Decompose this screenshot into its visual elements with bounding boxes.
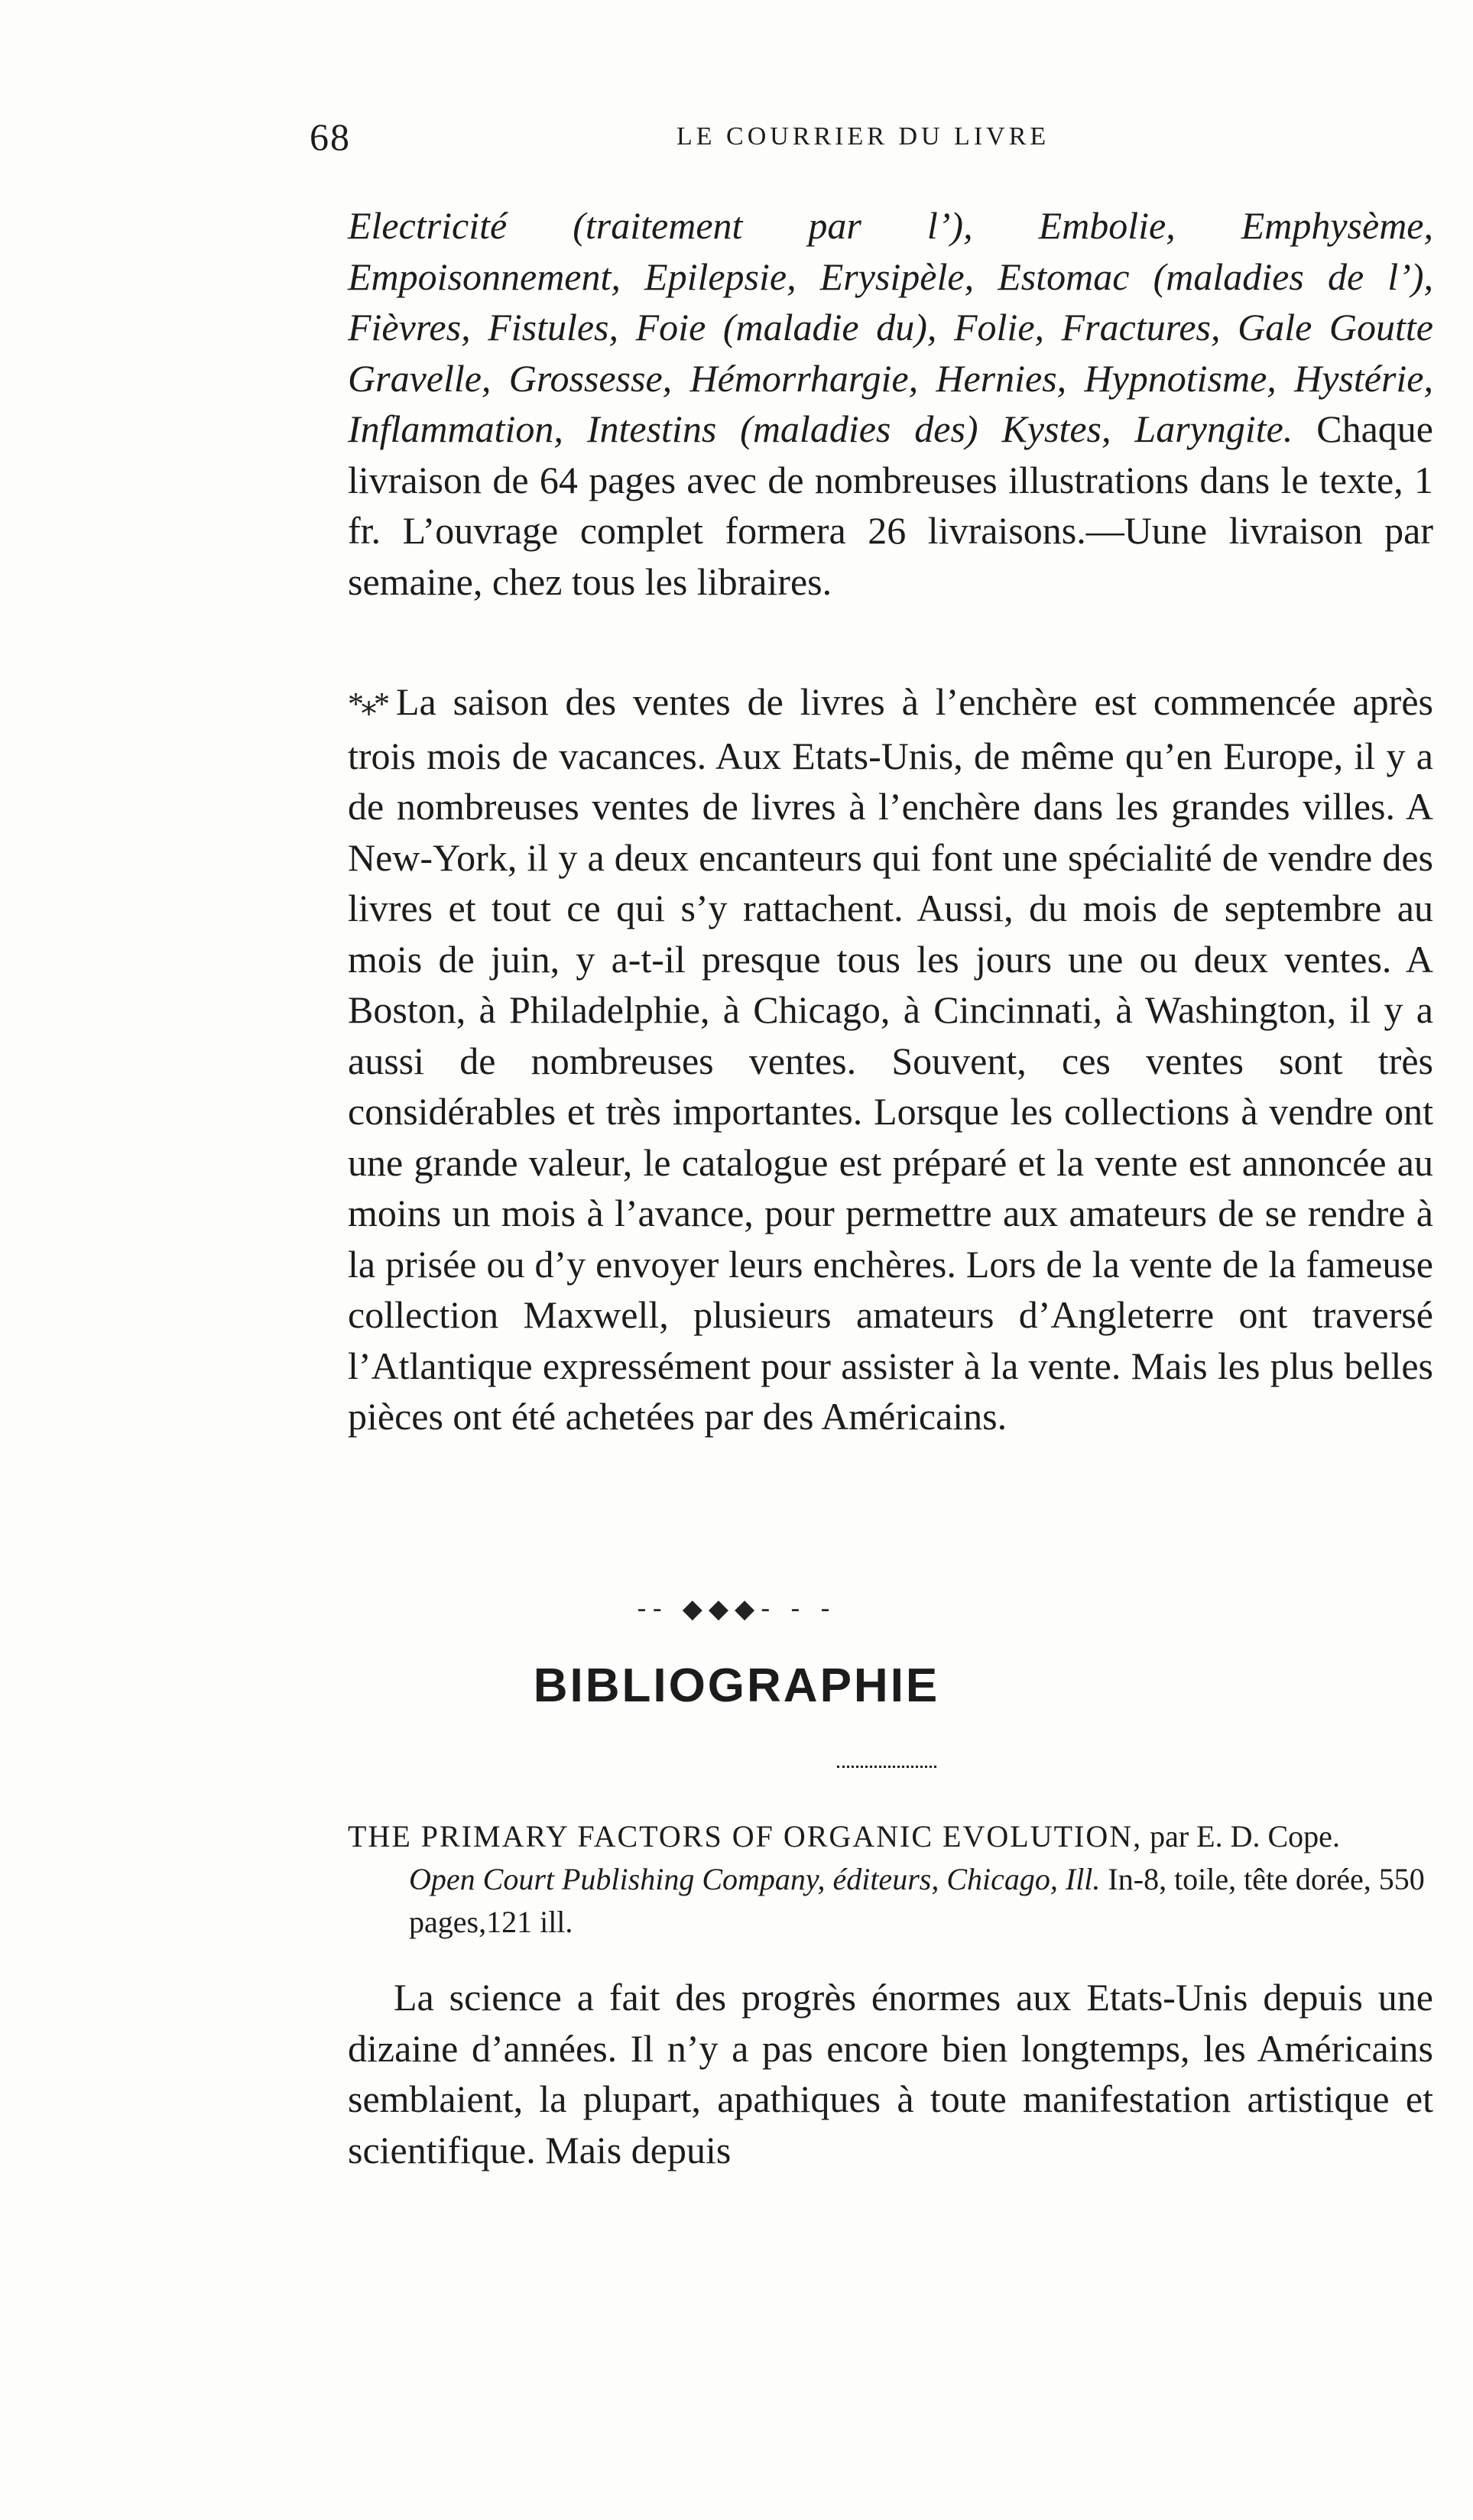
paragraph-1-text: Chaque livraison de 64 pages avec de nombreuses illustrations dans le texte, 1 fr. L’ouvrage complet formera 26 livraisons.—Uune livraison par semaine, chez tous les libraires. <box>348 407 1433 603</box>
book-author: par E. D. Cope. <box>1150 1819 1340 1854</box>
section-ornament: -- ◆◆◆- - - <box>637 1594 836 1624</box>
book-publisher: Open Court Publishing Company, éditeurs, Chicago, Ill. <box>409 1862 1101 1896</box>
running-head <box>310 115 1131 168</box>
bibliography-entry <box>348 1815 1433 1944</box>
book-details: In-8, toile, tête dorée, 550 pages,121 ill. <box>409 1862 1425 1939</box>
paragraph-review <box>348 1972 1433 2175</box>
book-publication-details <box>348 1858 1433 1944</box>
asterism: *⁎* <box>348 687 387 722</box>
paragraph-2-text: La saison des ventes de livres à l’enchère est commencée après trois mois de vacances. Aux Etats-Unis, de même qu’en Europe, il y a de nombreuses ventes de livres à l’enchère dans les grandes villes. A New-York, il y a deux encanteurs qui font une spécialité de vendre des livres et tout ce qui s’y rattachent. Aussi, du mois de septembre au mois de juin, y a-t-il presque tous les jours une ou deux ventes. A Boston, à Philadelphie, à Chicago, à Cincinnati, à Washington, il y a aussi de nombreuses ventes. Souvent, ces ventes sont très considérables et très importantes. Lorsque les collections à vendre ont une grande valeur, le catalogue est préparé et la vente est annoncée au moins un mois à l’avance, pour permettre aux amateurs de se rendre à la prisée ou d’y envoyer leurs enchères. Lors de la vente de la fameuse collection Maxwell, plusieurs amateurs d’Angleterre ont traversé l’Atlantique expressément pour assister à la vente. Mais les plus belles pièces ont été achetées par des Américains. <box>348 680 1433 1438</box>
journal-title: LE COURRIER DU LIVRE <box>676 122 1050 151</box>
book-title: THE PRIMARY FACTORS OF ORGANIC EVOLUTION, <box>348 1819 1143 1854</box>
heading-rule <box>837 1766 936 1771</box>
paragraph-book-sales <box>348 676 1433 1442</box>
paragraph-3-text: La science a fait des progrès énormes aux Etats-Unis depuis une dizaine d’années. Il n’y a pas encore bien longtemps, les Américains semblaient, la plupart, apathiques à toute manifestation artistique et scientifique. Mais depuis <box>348 1976 1433 2171</box>
page-number: 68 <box>310 115 351 158</box>
disease-list: Electricité (traitement par l’), Embolie, Emphysème, Empoisonnement, Epilepsie, Erysipèle, Estomac (maladies de l’), Fièvres, Fistules, Foie (maladie du), Folie, Fractures, Gale Goutte Gravelle, Grossesse, Hémorrhargie, Hernies, Hypnotisme, Hystérie, Inflammation, Intestins (maladies des) Kystes, Laryngite. <box>348 204 1433 450</box>
paragraph-disease-list <box>348 200 1433 607</box>
section-heading: BIBLIOGRAPHIE <box>533 1659 940 1712</box>
